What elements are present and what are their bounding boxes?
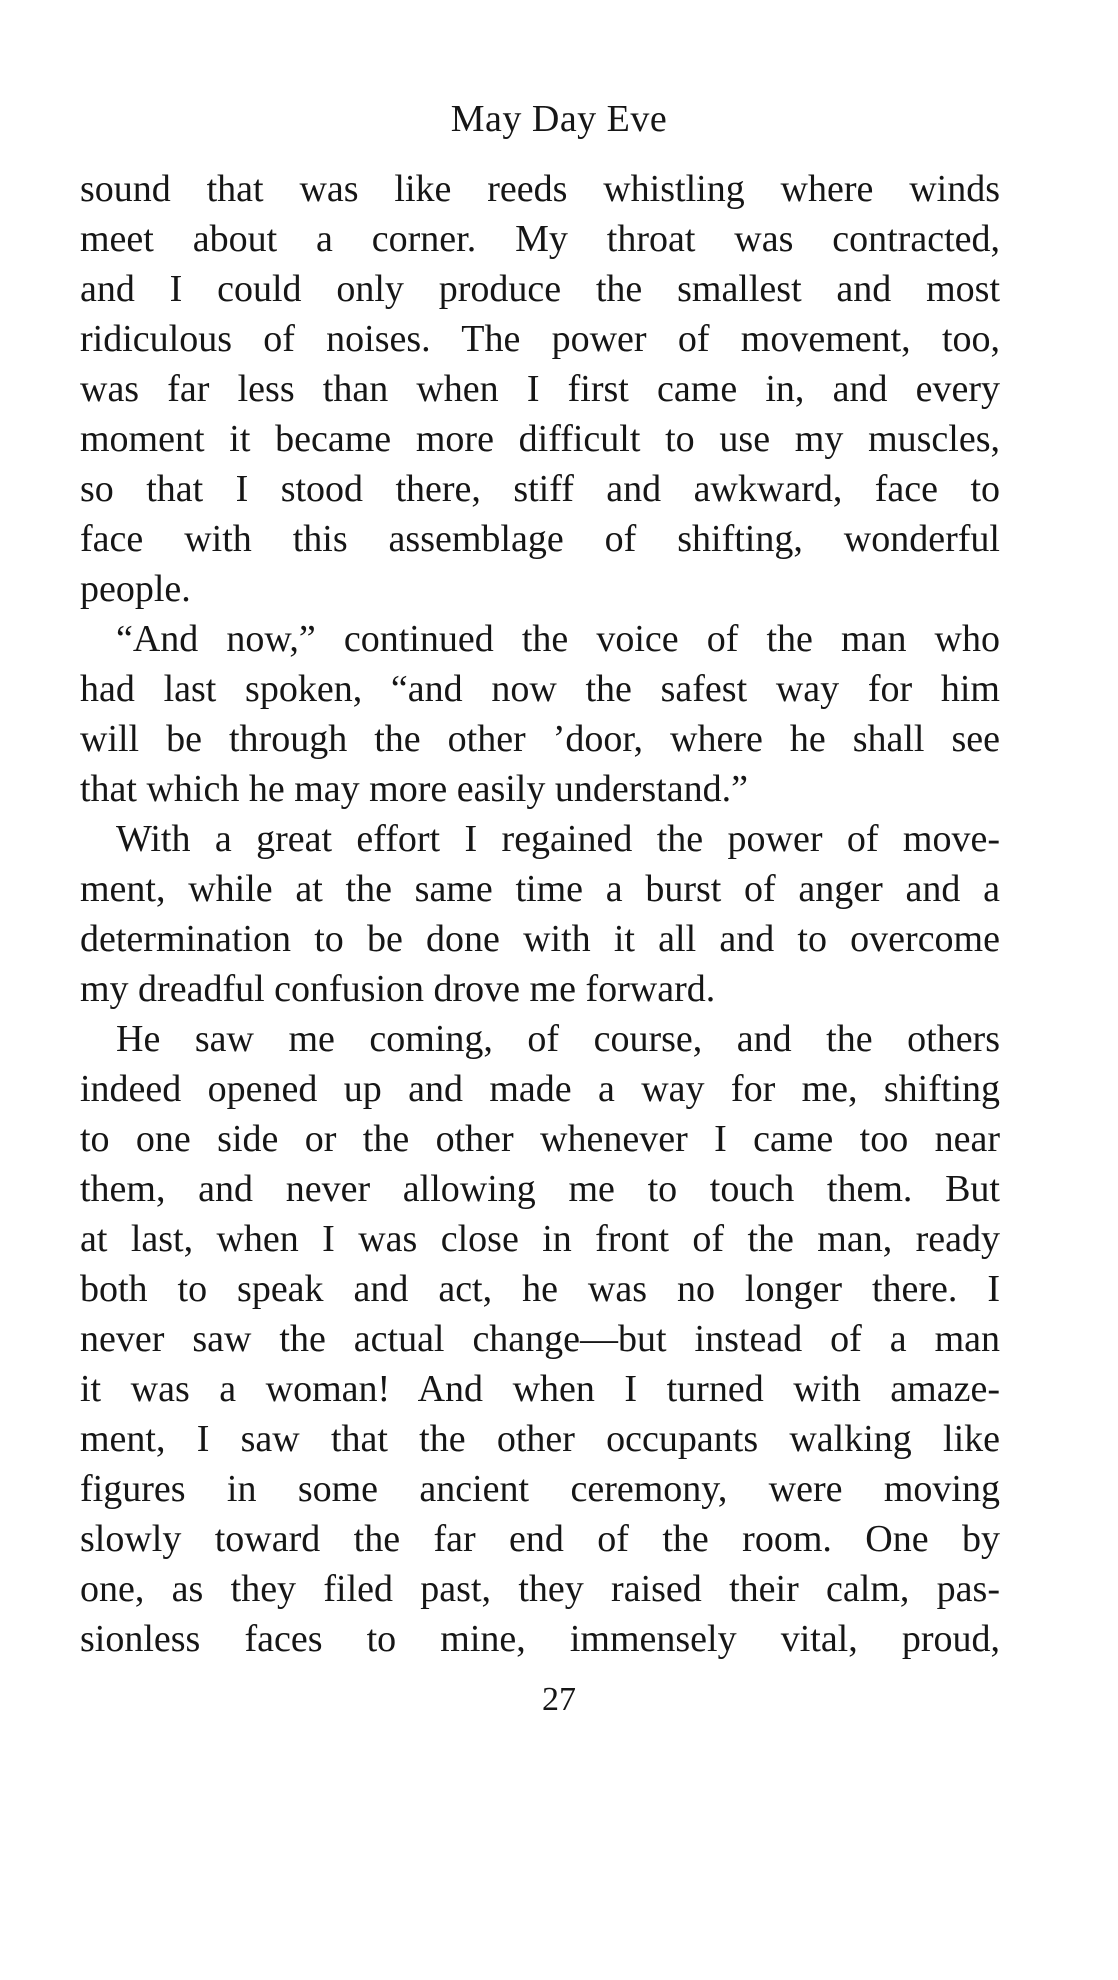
running-head: May Day Eve: [450, 98, 668, 140]
page-number: 27: [542, 1681, 576, 1718]
text-line: sionless faces to mine, immensely vital, proud,: [80, 1618, 1000, 1660]
text-line: will be through the other ’door, where he shall see: [80, 718, 1000, 760]
paragraph: [80, 1014, 1000, 1664]
text-line: indeed opened up and made a way for me, shifting: [80, 1068, 1000, 1110]
text-line: meet about a corner. My throat was contracted,: [80, 218, 1000, 260]
text-line: them, and never allowing me to touch them. But: [80, 1168, 1000, 1210]
paragraph: [80, 614, 1000, 814]
text-line: figures in some ancient ceremony, were moving: [80, 1468, 1000, 1510]
text-line: ment, I saw that the other occupants walking like: [80, 1418, 1000, 1460]
text-line: “And now,” continued the voice of the man who: [116, 618, 1000, 660]
text-line: that which he may more easily understand.”: [80, 768, 748, 810]
text-line: one, as they filed past, they raised their calm, pas-: [80, 1568, 1000, 1610]
text-line: He saw me coming, of course, and the others: [116, 1018, 1000, 1060]
paragraph: [80, 164, 1000, 614]
text-line: ridiculous of noises. The power of movement, too,: [80, 318, 1000, 360]
text-line: never saw the actual change—but instead of a man: [80, 1318, 1000, 1360]
text-line: sound that was like reeds whistling where winds: [80, 168, 1000, 210]
text-line: was far less than when I first came in, and every: [80, 368, 1000, 410]
text-line: my dreadful confusion drove me forward.: [80, 968, 716, 1010]
text-line: face with this assemblage of shifting, wonderful: [80, 518, 1000, 560]
text-line: moment it became more difficult to use my muscles,: [80, 418, 1000, 460]
text-line: so that I stood there, stiff and awkward, face to: [80, 468, 1000, 510]
text-line: determination to be done with it all and to overcome: [80, 918, 1000, 960]
text-line: and I could only produce the smallest and most: [80, 268, 1000, 310]
text-line: both to speak and act, he was no longer there. I: [80, 1268, 1000, 1310]
text-line: at last, when I was close in front of the man, ready: [80, 1218, 1000, 1260]
text-line: people.: [80, 568, 191, 610]
text-line: to one side or the other whenever I came too near: [80, 1118, 1000, 1160]
text-line: With a great effort I regained the power of move-: [116, 818, 1000, 860]
text-line: ment, while at the same time a burst of anger and a: [80, 868, 1000, 910]
paragraph: [80, 814, 1000, 1014]
body-text: [80, 164, 1000, 1664]
text-line: it was a woman! And when I turned with amaze-: [80, 1368, 1000, 1410]
text-line: slowly toward the far end of the room. One by: [80, 1518, 1000, 1560]
text-line: had last spoken, “and now the safest way for him: [80, 668, 1000, 710]
